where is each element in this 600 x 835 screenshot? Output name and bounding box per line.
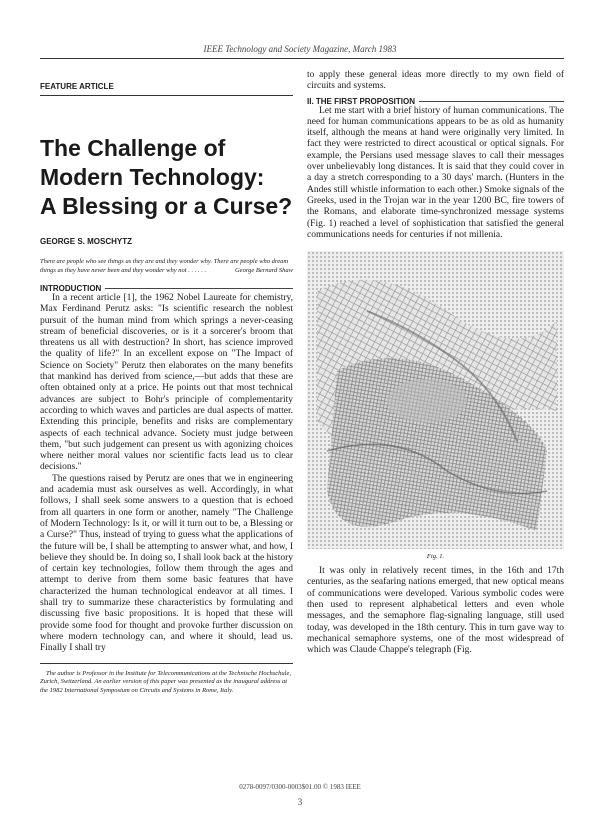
paragraph-first-proposition: Let me start with a brief history of human communications. The need for human communications appears to be as old as humanity itself, although the means at hand were originally very limited. In fact they were restricted to direct acoustical or optical signals. For example, the Persians used message slaves to call their messages over unbelievably long distances. It is said that they could cover in a day a stretch corresponding to a 30 days' march. (Hunters in the Andes still whistle information to each other.) Smoke signals of the Greeks, used in the Trojan war in the year 1200 BC, fire towers of the Romans, and elaborate time-synchronized message systems (Fig. 1) reached a level of sophistication that satisfied the general communications needs for centuries if not millenia. (307, 105, 564, 240)
page-number: 3 (297, 797, 303, 807)
author-footnote: The author is Professor in the Institute for Telecommunications at the Technische Hochschule, Zurich, Switzerland. An earlier version of this paper was presented as the inaugural address at the 1982 International Symposium on Circuits and Systems in Rome, Italy. (40, 669, 291, 694)
figure-1-image (307, 251, 564, 549)
running-head: IEEE Technology and Society Magazine, March 1983 (203, 44, 397, 54)
section-heading-first-proposition (307, 97, 564, 106)
copyright-line: 0278-0097/0300-0003$01.00 © 1983 IEEE (239, 783, 361, 791)
epigraph (40, 257, 293, 275)
header-rule (40, 58, 564, 59)
title-line-1: The Challenge of (40, 135, 226, 161)
paragraph-after-figure: It was only in relatively recent times, in the 16th and 17th centuries, as the seafaring nations emerged, that new optical means of communications were developed. Various symbolic codes were then used to represent alphabetical letters and even whole messages, and the semaphore flag-signaling language, still used today, was developed in the 18th century. This in turn gave way to mechanical semaphore systems, one of the most widespread of which was Claude Chappe's telegraph (Fig. (307, 566, 564, 656)
epigraph-source: George Bernard Shaw (234, 267, 293, 274)
paragraph-intro-1: In a recent article [1], the 1962 Nobel Laureate for chemistry, Max Ferdinand Perutz asks: "Is scientific research the noblest pursuit of the human mind from which springs a never-ceasing stream of beneficial discoveries, or is it a sorcerer's broom that threatens us all with destruction? In short, has science improved the quality of life?" In an excellent expose on "The Impact of Science on Society" Perutz then elaborates on the many benefits that mankind has derived from science,—but adds that these are often obtained only at a price. He points out that most technical advances are subject to Bohr's principle of complementarity according to which waves and particles are dual aspects of matter. Extending this principle, benefits and risks are complementary aspects of each technical advance. Society must judge between them, "but such judgement can present us with agonizing choices where neither moral values nor scientific facts lead us to clear decisions." (40, 293, 293, 473)
section-heading-introduction (40, 284, 293, 293)
author-name: GEORGE S. MOSCHYTZ (40, 237, 133, 246)
feature-label: FEATURE ARTICLE (40, 82, 114, 91)
section-title: INTRODUCTION (40, 284, 102, 293)
section-title: II. THE FIRST PROPOSITION (307, 96, 416, 106)
paragraph-carryover: to apply these general ideas more directly to my own field of circuits and systems. (307, 70, 564, 92)
paragraph-intro-2: The questions raised by Perutz are ones that we in engineering and academia must ask ourselves as well. Accordingly, in what follows, I shall seek some answers to a question that is echoed from all quarters in one form or another, namely "The Challenge of Modern Technology: Is it, or will it turn out to be, a Blessing or a Curse?" Thus, instead of trying to guess what the applications of the future will be, I shall be attempting to answer what, and how, I believe they should be. In doing so, I shall look back at the history of certain key technologies, follow them through the ages and attempt to derive from them some basic features that have characterized the human technological endeavor at all times. I shall try to summarize these characteristics by formulating and discussing five basic propositions. It is hoped that these will provide some food for thought and provoke further discussion on where modern technology can, and where it should, lead us. Finally I shall try (40, 473, 293, 654)
figure-1-illustration (307, 251, 564, 549)
right-column (307, 70, 564, 657)
epigraph-text: There are people who see things as they are and they wonder why. There are people who dream things as they have never been and they wonder why not . . . . . . (40, 258, 289, 274)
footnote-rule (40, 663, 293, 664)
left-column (40, 70, 293, 695)
article-title (40, 134, 293, 221)
title-line-3: A Blessing or a Curse? (40, 193, 293, 219)
title-line-2: Modern Technology: (40, 164, 265, 190)
feature-rule (40, 95, 293, 96)
figure-1-caption: Fig. 1. (426, 553, 445, 561)
